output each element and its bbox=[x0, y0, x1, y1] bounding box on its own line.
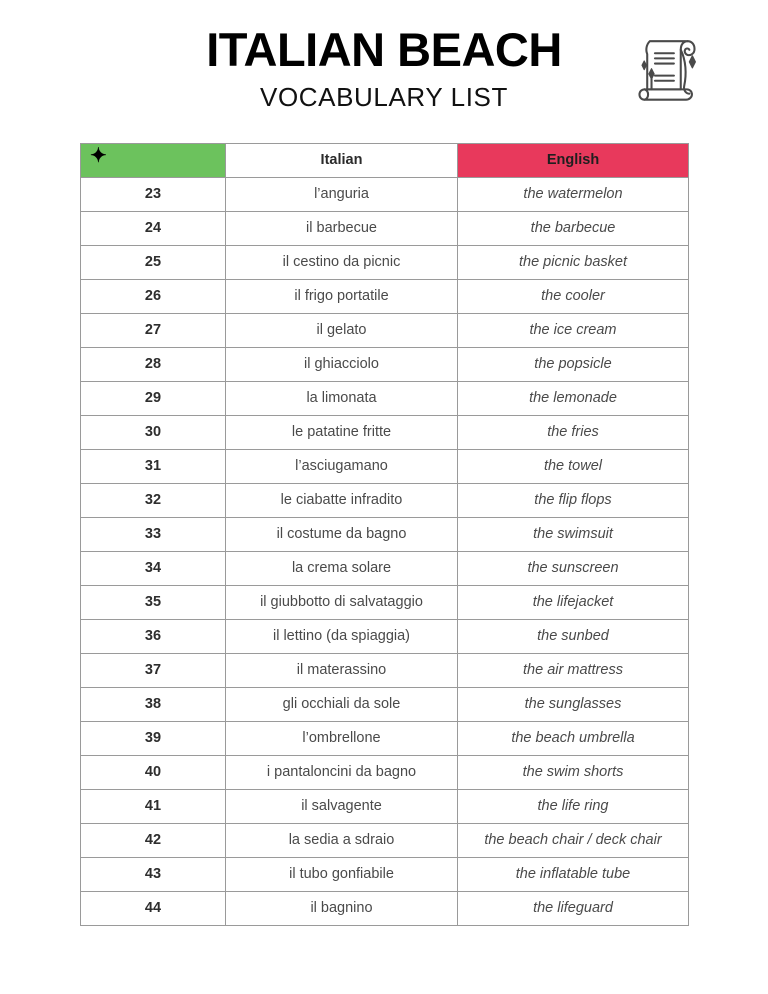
table-row bbox=[81, 280, 689, 314]
cell-english: the watermelon bbox=[458, 178, 689, 212]
table-row bbox=[81, 212, 689, 246]
cell-italian: il salvagente bbox=[226, 790, 458, 824]
cell-english: the lifeguard bbox=[458, 892, 689, 926]
cell-number: 38 bbox=[81, 688, 226, 722]
cell-number: 30 bbox=[81, 416, 226, 450]
table-row bbox=[81, 824, 689, 858]
cell-english: the swim shorts bbox=[458, 756, 689, 790]
cell-italian: il frigo portatile bbox=[226, 280, 458, 314]
cell-english: the fries bbox=[458, 416, 689, 450]
cell-number: 31 bbox=[81, 450, 226, 484]
cell-english: the cooler bbox=[458, 280, 689, 314]
table-row bbox=[81, 178, 689, 212]
cell-number: 43 bbox=[81, 858, 226, 892]
cell-english: the barbecue bbox=[458, 212, 689, 246]
table-row bbox=[81, 518, 689, 552]
table-row bbox=[81, 416, 689, 450]
table-header bbox=[81, 144, 689, 178]
cell-italian: l’ombrellone bbox=[226, 722, 458, 756]
table-row bbox=[81, 484, 689, 518]
cell-number: 42 bbox=[81, 824, 226, 858]
cell-english: the beach chair / deck chair bbox=[458, 824, 689, 858]
cell-number: 44 bbox=[81, 892, 226, 926]
table-row bbox=[81, 654, 689, 688]
cell-english: the beach umbrella bbox=[458, 722, 689, 756]
cell-italian: le ciabatte infradito bbox=[226, 484, 458, 518]
cell-english: the sunscreen bbox=[458, 552, 689, 586]
cell-number: 23 bbox=[81, 178, 226, 212]
table-header-row bbox=[81, 144, 689, 178]
cell-number: 36 bbox=[81, 620, 226, 654]
cell-english: the lemonade bbox=[458, 382, 689, 416]
vocabulary-table-container bbox=[80, 143, 688, 926]
cell-italian: il lettino (da spiaggia) bbox=[226, 620, 458, 654]
scroll-icon bbox=[624, 24, 710, 110]
table-body bbox=[81, 178, 689, 926]
cell-number: 27 bbox=[81, 314, 226, 348]
column-header-number bbox=[81, 144, 226, 178]
cell-italian: gli occhiali da sole bbox=[226, 688, 458, 722]
cell-english: the ice cream bbox=[458, 314, 689, 348]
cell-italian: il ghiacciolo bbox=[226, 348, 458, 382]
table-row bbox=[81, 790, 689, 824]
table-row bbox=[81, 552, 689, 586]
table-row bbox=[81, 722, 689, 756]
table-row bbox=[81, 620, 689, 654]
cell-number: 39 bbox=[81, 722, 226, 756]
cell-english: the swimsuit bbox=[458, 518, 689, 552]
cell-italian: le patatine fritte bbox=[226, 416, 458, 450]
table-row bbox=[81, 382, 689, 416]
cell-italian: il giubbotto di salvataggio bbox=[226, 586, 458, 620]
cell-number: 40 bbox=[81, 756, 226, 790]
cell-english: the life ring bbox=[458, 790, 689, 824]
table-row bbox=[81, 858, 689, 892]
cell-english: the sunglasses bbox=[458, 688, 689, 722]
cell-number: 35 bbox=[81, 586, 226, 620]
cell-italian: il barbecue bbox=[226, 212, 458, 246]
cell-number: 41 bbox=[81, 790, 226, 824]
cell-english: the lifejacket bbox=[458, 586, 689, 620]
cell-number: 24 bbox=[81, 212, 226, 246]
table-row bbox=[81, 246, 689, 280]
cell-italian: il cestino da picnic bbox=[226, 246, 458, 280]
cell-english: the sunbed bbox=[458, 620, 689, 654]
table-row bbox=[81, 688, 689, 722]
cell-number: 29 bbox=[81, 382, 226, 416]
table-row bbox=[81, 892, 689, 926]
cell-english: the inflatable tube bbox=[458, 858, 689, 892]
page-title: ITALIAN BEACH bbox=[206, 23, 562, 76]
cell-italian: i pantaloncini da bagno bbox=[226, 756, 458, 790]
column-header-english: English bbox=[458, 144, 689, 178]
cell-english: the popsicle bbox=[458, 348, 689, 382]
cell-number: 25 bbox=[81, 246, 226, 280]
cell-number: 34 bbox=[81, 552, 226, 586]
cell-number: 33 bbox=[81, 518, 226, 552]
page-subtitle: VOCABULARY LIST bbox=[260, 81, 508, 112]
cell-number: 37 bbox=[81, 654, 226, 688]
cell-italian: il tubo gonfiabile bbox=[226, 858, 458, 892]
page-header bbox=[0, 0, 768, 111]
cell-english: the air mattress bbox=[458, 654, 689, 688]
cell-english: the picnic basket bbox=[458, 246, 689, 280]
cell-english: the towel bbox=[458, 450, 689, 484]
cell-italian: la limonata bbox=[226, 382, 458, 416]
cell-italian: l’anguria bbox=[226, 178, 458, 212]
vocabulary-table bbox=[80, 143, 689, 926]
cell-italian: il bagnino bbox=[226, 892, 458, 926]
cell-italian: la sedia a sdraio bbox=[226, 824, 458, 858]
cell-italian: il materassino bbox=[226, 654, 458, 688]
cell-italian: il gelato bbox=[226, 314, 458, 348]
column-header-italian: Italian bbox=[226, 144, 458, 178]
cell-number: 28 bbox=[81, 348, 226, 382]
cell-number: 26 bbox=[81, 280, 226, 314]
cell-italian: l’asciugamano bbox=[226, 450, 458, 484]
table-row bbox=[81, 314, 689, 348]
table-row bbox=[81, 756, 689, 790]
cell-english: the flip flops bbox=[458, 484, 689, 518]
cell-italian: il costume da bagno bbox=[226, 518, 458, 552]
table-row bbox=[81, 450, 689, 484]
sparkle-star-icon: ✦ bbox=[90, 145, 107, 167]
table-row bbox=[81, 586, 689, 620]
cell-number: 32 bbox=[81, 484, 226, 518]
cell-italian: la crema solare bbox=[226, 552, 458, 586]
table-row bbox=[81, 348, 689, 382]
